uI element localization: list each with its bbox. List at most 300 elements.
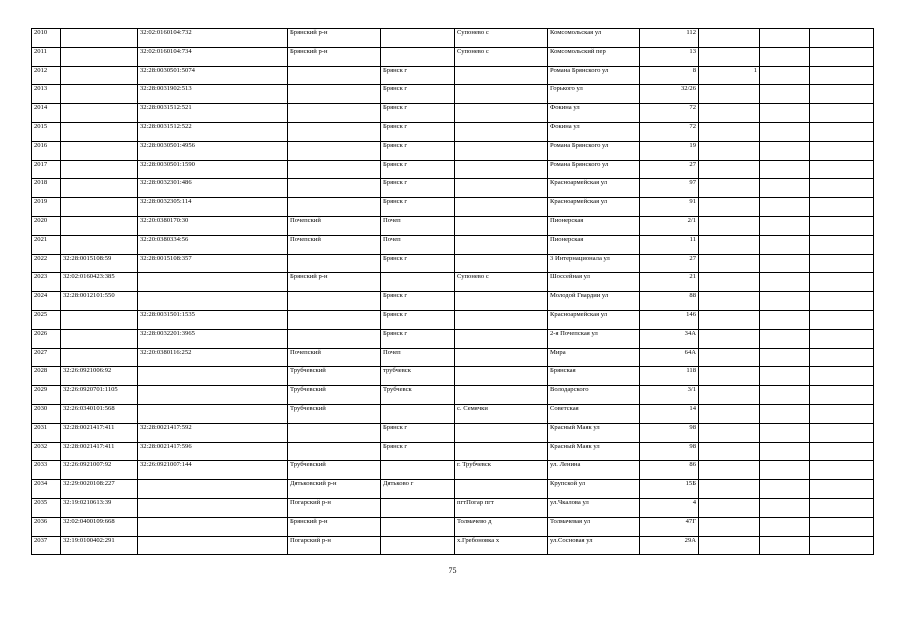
extra-cell xyxy=(760,47,810,66)
street-cell: Пионерская xyxy=(548,216,640,235)
street-cell: Красный Маяк ул xyxy=(548,423,640,442)
cadastral-number-alt-cell xyxy=(138,517,288,536)
district-cell xyxy=(288,66,381,85)
street-cell: Фокина ул xyxy=(548,104,640,123)
row-number-cell: 2026 xyxy=(32,329,61,348)
locality-cell xyxy=(455,310,548,329)
table-row xyxy=(32,386,874,405)
city-cell xyxy=(381,29,455,48)
district-cell xyxy=(288,122,381,141)
district-cell: Трубчевский xyxy=(288,386,381,405)
cadastral-number-alt-cell: 32:28:0030501:1590 xyxy=(138,160,288,179)
locality-cell: пгтПогар пгт xyxy=(455,498,548,517)
city-cell: Брянск г xyxy=(381,254,455,273)
table-row xyxy=(32,29,874,48)
extra-cell xyxy=(760,198,810,217)
table-row xyxy=(32,198,874,217)
note-cell xyxy=(810,536,874,555)
street-cell: Толмачевая ул xyxy=(548,517,640,536)
street-cell: Горького ул xyxy=(548,85,640,104)
house-cell: 98 xyxy=(640,423,699,442)
street-cell: Комсомольская ул xyxy=(548,29,640,48)
street-cell: Красноармейская ул xyxy=(548,310,640,329)
city-cell: Брянск г xyxy=(381,85,455,104)
cadastral-number-cell xyxy=(61,85,138,104)
house-cell: 13 xyxy=(640,47,699,66)
extra-cell xyxy=(760,273,810,292)
note-cell xyxy=(810,179,874,198)
locality-cell xyxy=(455,329,548,348)
building-cell xyxy=(699,423,760,442)
note-cell xyxy=(810,66,874,85)
cadastral-number-alt-cell: 32:28:0032305:114 xyxy=(138,198,288,217)
table-row xyxy=(32,104,874,123)
row-number-cell: 2025 xyxy=(32,310,61,329)
extra-cell xyxy=(760,517,810,536)
house-cell: 72 xyxy=(640,122,699,141)
locality-cell xyxy=(455,122,548,141)
row-number-cell: 2028 xyxy=(32,367,61,386)
locality-cell: Супонево с xyxy=(455,47,548,66)
house-cell: 8 xyxy=(640,66,699,85)
table-row xyxy=(32,235,874,254)
extra-cell xyxy=(760,104,810,123)
row-number-cell: 2035 xyxy=(32,498,61,517)
building-cell xyxy=(699,254,760,273)
building-cell xyxy=(699,292,760,311)
district-cell: Трубчевский xyxy=(288,461,381,480)
building-cell xyxy=(699,104,760,123)
cadastral-number-alt-cell: 32:28:0030501:4956 xyxy=(138,141,288,160)
district-cell xyxy=(288,198,381,217)
locality-cell xyxy=(455,292,548,311)
row-number-cell: 2016 xyxy=(32,141,61,160)
note-cell xyxy=(810,216,874,235)
street-cell: ул. Ленина xyxy=(548,461,640,480)
note-cell xyxy=(810,292,874,311)
note-cell xyxy=(810,273,874,292)
row-number-cell: 2036 xyxy=(32,517,61,536)
locality-cell xyxy=(455,386,548,405)
cadastral-number-alt-cell: 32:28:0015108:357 xyxy=(138,254,288,273)
note-cell xyxy=(810,329,874,348)
table-row xyxy=(32,85,874,104)
cadastral-number-cell: 32:26:0921007:92 xyxy=(61,461,138,480)
extra-cell xyxy=(760,235,810,254)
house-cell: 88 xyxy=(640,292,699,311)
note-cell xyxy=(810,442,874,461)
cadastral-number-alt-cell: 32:20:0380170:30 xyxy=(138,216,288,235)
building-cell xyxy=(699,498,760,517)
building-cell xyxy=(699,461,760,480)
cadastral-number-alt-cell: 32:28:0021417:596 xyxy=(138,442,288,461)
district-cell xyxy=(288,292,381,311)
city-cell xyxy=(381,47,455,66)
note-cell xyxy=(810,47,874,66)
row-number-cell: 2014 xyxy=(32,104,61,123)
row-number-cell: 2019 xyxy=(32,198,61,217)
street-cell: Володарского xyxy=(548,386,640,405)
locality-cell: г. Трубчевск xyxy=(455,461,548,480)
note-cell xyxy=(810,160,874,179)
building-cell xyxy=(699,329,760,348)
row-number-cell: 2030 xyxy=(32,404,61,423)
table-row xyxy=(32,122,874,141)
row-number-cell: 2032 xyxy=(32,442,61,461)
district-cell xyxy=(288,254,381,273)
building-cell xyxy=(699,198,760,217)
locality-cell xyxy=(455,235,548,254)
row-number-cell: 2027 xyxy=(32,348,61,367)
building-cell xyxy=(699,367,760,386)
district-cell: Погарский р-н xyxy=(288,536,381,555)
locality-cell xyxy=(455,254,548,273)
city-cell xyxy=(381,536,455,555)
row-number-cell: 2021 xyxy=(32,235,61,254)
extra-cell xyxy=(760,29,810,48)
cadastral-number-cell: 32:26:0340101:568 xyxy=(61,404,138,423)
note-cell xyxy=(810,85,874,104)
note-cell xyxy=(810,122,874,141)
cadastral-number-cell xyxy=(61,348,138,367)
city-cell: Брянск г xyxy=(381,310,455,329)
city-cell: Брянск г xyxy=(381,329,455,348)
locality-cell xyxy=(455,216,548,235)
extra-cell xyxy=(760,442,810,461)
building-cell xyxy=(699,216,760,235)
district-cell: Брянский р-н xyxy=(288,517,381,536)
house-cell: 15Б xyxy=(640,480,699,499)
cadastral-number-alt-cell xyxy=(138,404,288,423)
house-cell: 64А xyxy=(640,348,699,367)
row-number-cell: 2024 xyxy=(32,292,61,311)
cadastral-number-alt-cell xyxy=(138,536,288,555)
district-cell: Почепский xyxy=(288,348,381,367)
locality-cell xyxy=(455,160,548,179)
city-cell: Трубчевск xyxy=(381,386,455,405)
building-cell xyxy=(699,536,760,555)
building-cell xyxy=(699,85,760,104)
table-row xyxy=(32,480,874,499)
street-cell: Красноармейская ул xyxy=(548,179,640,198)
table-row xyxy=(32,47,874,66)
district-cell xyxy=(288,160,381,179)
cadastral-number-alt-cell: 32:20:0380334:56 xyxy=(138,235,288,254)
city-cell: Брянск г xyxy=(381,141,455,160)
cadastral-number-cell xyxy=(61,122,138,141)
building-cell xyxy=(699,47,760,66)
cadastral-number-cell xyxy=(61,310,138,329)
house-cell: 98 xyxy=(640,442,699,461)
cadastral-number-alt-cell: 32:28:0032301:486 xyxy=(138,179,288,198)
district-cell xyxy=(288,310,381,329)
note-cell xyxy=(810,29,874,48)
cadastral-number-alt-cell xyxy=(138,498,288,517)
table-row xyxy=(32,273,874,292)
building-cell: 1 xyxy=(699,66,760,85)
table-row xyxy=(32,310,874,329)
row-number-cell: 2022 xyxy=(32,254,61,273)
city-cell: Брянск г xyxy=(381,198,455,217)
city-cell: Почеп xyxy=(381,348,455,367)
district-cell xyxy=(288,442,381,461)
extra-cell xyxy=(760,329,810,348)
city-cell: Почеп xyxy=(381,216,455,235)
building-cell xyxy=(699,273,760,292)
cadastral-number-cell: 32:19:0100402:291 xyxy=(61,536,138,555)
row-number-cell: 2020 xyxy=(32,216,61,235)
note-cell xyxy=(810,517,874,536)
city-cell xyxy=(381,273,455,292)
district-cell xyxy=(288,329,381,348)
district-cell: Трубчевский xyxy=(288,367,381,386)
city-cell: трубчевск xyxy=(381,367,455,386)
row-number-cell: 2029 xyxy=(32,386,61,405)
table-row xyxy=(32,517,874,536)
street-cell: ул.Сосновая ул xyxy=(548,536,640,555)
house-cell: 4 xyxy=(640,498,699,517)
locality-cell xyxy=(455,104,548,123)
street-cell: Романа Брянского ул xyxy=(548,160,640,179)
building-cell xyxy=(699,235,760,254)
cadastral-number-cell xyxy=(61,29,138,48)
house-cell: 146 xyxy=(640,310,699,329)
street-cell: Советская xyxy=(548,404,640,423)
row-number-cell: 2033 xyxy=(32,461,61,480)
city-cell: Брянск г xyxy=(381,423,455,442)
note-cell xyxy=(810,141,874,160)
cadastral-number-cell: 32:28:0012101:550 xyxy=(61,292,138,311)
extra-cell xyxy=(760,179,810,198)
cadastral-number-alt-cell: 32:28:0032201:3965 xyxy=(138,329,288,348)
cadastral-number-alt-cell: 32:28:0021417:592 xyxy=(138,423,288,442)
house-cell: 27 xyxy=(640,160,699,179)
note-cell xyxy=(810,348,874,367)
locality-cell xyxy=(455,423,548,442)
cadastral-number-alt-cell: 32:02:0160104:732 xyxy=(138,29,288,48)
locality-cell: х.Гребоновка х xyxy=(455,536,548,555)
district-cell: Почепский xyxy=(288,235,381,254)
row-number-cell: 2013 xyxy=(32,85,61,104)
row-number-cell: 2018 xyxy=(32,179,61,198)
city-cell xyxy=(381,517,455,536)
row-number-cell: 2012 xyxy=(32,66,61,85)
extra-cell xyxy=(760,404,810,423)
street-cell: Молодой Гвардии ул xyxy=(548,292,640,311)
cadastral-number-alt-cell xyxy=(138,292,288,311)
city-cell: Брянск г xyxy=(381,122,455,141)
house-cell: 34А xyxy=(640,329,699,348)
cadastral-number-cell xyxy=(61,104,138,123)
extra-cell xyxy=(760,216,810,235)
note-cell xyxy=(810,386,874,405)
building-cell xyxy=(699,480,760,499)
extra-cell xyxy=(760,386,810,405)
district-cell xyxy=(288,104,381,123)
house-cell: 47Г xyxy=(640,517,699,536)
cadastral-number-alt-cell xyxy=(138,367,288,386)
row-number-cell: 2011 xyxy=(32,47,61,66)
locality-cell: Супонево с xyxy=(455,273,548,292)
note-cell xyxy=(810,461,874,480)
city-cell: Брянск г xyxy=(381,292,455,311)
street-cell: Пионерская xyxy=(548,235,640,254)
note-cell xyxy=(810,480,874,499)
row-number-cell: 2010 xyxy=(32,29,61,48)
district-cell: Почепский xyxy=(288,216,381,235)
table-row xyxy=(32,329,874,348)
note-cell xyxy=(810,310,874,329)
address-registry-table xyxy=(31,28,874,555)
locality-cell xyxy=(455,367,548,386)
cadastral-number-alt-cell xyxy=(138,480,288,499)
cadastral-number-cell xyxy=(61,235,138,254)
house-cell: 14 xyxy=(640,404,699,423)
cadastral-number-alt-cell: 32:02:0160104:734 xyxy=(138,47,288,66)
building-cell xyxy=(699,404,760,423)
cadastral-number-cell xyxy=(61,329,138,348)
house-cell: 118 xyxy=(640,367,699,386)
house-cell: 29А xyxy=(640,536,699,555)
house-cell: 97 xyxy=(640,179,699,198)
extra-cell xyxy=(760,348,810,367)
table-row xyxy=(32,254,874,273)
street-cell: 3 Интернационала ул xyxy=(548,254,640,273)
locality-cell: с. Семячки xyxy=(455,404,548,423)
table-row xyxy=(32,66,874,85)
house-cell: 3/1 xyxy=(640,386,699,405)
city-cell: Брянск г xyxy=(381,66,455,85)
house-cell: 32/26 xyxy=(640,85,699,104)
cadastral-number-alt-cell: 32:26:0921007:144 xyxy=(138,461,288,480)
house-cell: 91 xyxy=(640,198,699,217)
house-cell: 11 xyxy=(640,235,699,254)
row-number-cell: 2031 xyxy=(32,423,61,442)
house-cell: 19 xyxy=(640,141,699,160)
building-cell xyxy=(699,386,760,405)
building-cell xyxy=(699,141,760,160)
cadastral-number-cell xyxy=(61,160,138,179)
district-cell: Брянский р-н xyxy=(288,47,381,66)
cadastral-number-cell xyxy=(61,179,138,198)
extra-cell xyxy=(760,536,810,555)
table-row xyxy=(32,348,874,367)
cadastral-number-cell xyxy=(61,47,138,66)
street-cell: 2-я Почепская ул xyxy=(548,329,640,348)
cadastral-number-cell: 32:02:0400109:668 xyxy=(61,517,138,536)
locality-cell xyxy=(455,85,548,104)
extra-cell xyxy=(760,367,810,386)
table-row xyxy=(32,141,874,160)
district-cell xyxy=(288,423,381,442)
city-cell xyxy=(381,404,455,423)
table-row xyxy=(32,179,874,198)
note-cell xyxy=(810,254,874,273)
locality-cell: Толмачево д xyxy=(455,517,548,536)
building-cell xyxy=(699,160,760,179)
street-cell: Шоссейная ул xyxy=(548,273,640,292)
city-cell: Брянск г xyxy=(381,104,455,123)
street-cell: Фокина ул xyxy=(548,122,640,141)
table-row xyxy=(32,498,874,517)
locality-cell xyxy=(455,66,548,85)
city-cell: Брянск г xyxy=(381,442,455,461)
city-cell xyxy=(381,498,455,517)
extra-cell xyxy=(760,66,810,85)
district-cell: Брянский р-н xyxy=(288,273,381,292)
cadastral-number-alt-cell: 32:28:0031902:513 xyxy=(138,85,288,104)
cadastral-number-cell: 32:28:0015108:59 xyxy=(61,254,138,273)
district-cell xyxy=(288,179,381,198)
cadastral-number-cell xyxy=(61,198,138,217)
street-cell: Романа Брянского ул xyxy=(548,66,640,85)
building-cell xyxy=(699,517,760,536)
district-cell xyxy=(288,141,381,160)
cadastral-number-cell xyxy=(61,141,138,160)
building-cell xyxy=(699,179,760,198)
table-row xyxy=(32,160,874,179)
extra-cell xyxy=(760,310,810,329)
locality-cell xyxy=(455,141,548,160)
table-row xyxy=(32,461,874,480)
cadastral-number-alt-cell: 32:28:0031512:521 xyxy=(138,104,288,123)
cadastral-number-cell: 32:26:0920701:1105 xyxy=(61,386,138,405)
cadastral-number-cell: 32:28:0021417:411 xyxy=(61,423,138,442)
building-cell xyxy=(699,442,760,461)
city-cell xyxy=(381,461,455,480)
table-row xyxy=(32,216,874,235)
house-cell: 2/1 xyxy=(640,216,699,235)
street-cell: ул.Чкалова ул xyxy=(548,498,640,517)
note-cell xyxy=(810,198,874,217)
cadastral-number-cell: 32:28:0021417:411 xyxy=(61,442,138,461)
street-cell: Романа Брянского ул xyxy=(548,141,640,160)
house-cell: 27 xyxy=(640,254,699,273)
locality-cell xyxy=(455,480,548,499)
house-cell: 72 xyxy=(640,104,699,123)
building-cell xyxy=(699,348,760,367)
row-number-cell: 2015 xyxy=(32,122,61,141)
row-number-cell: 2017 xyxy=(32,160,61,179)
extra-cell xyxy=(760,141,810,160)
cadastral-number-cell: 32:26:0921006:92 xyxy=(61,367,138,386)
note-cell xyxy=(810,367,874,386)
table-row xyxy=(32,536,874,555)
cadastral-number-cell: 32:19:0210613:39 xyxy=(61,498,138,517)
cadastral-number-alt-cell xyxy=(138,273,288,292)
extra-cell xyxy=(760,423,810,442)
table-row xyxy=(32,292,874,311)
locality-cell xyxy=(455,179,548,198)
note-cell xyxy=(810,423,874,442)
extra-cell xyxy=(760,254,810,273)
locality-cell xyxy=(455,348,548,367)
extra-cell xyxy=(760,498,810,517)
note-cell xyxy=(810,404,874,423)
city-cell: Брянск г xyxy=(381,179,455,198)
table-row xyxy=(32,404,874,423)
extra-cell xyxy=(760,292,810,311)
cadastral-number-alt-cell: 32:20:0380116:252 xyxy=(138,348,288,367)
district-cell: Брянский р-н xyxy=(288,29,381,48)
locality-cell xyxy=(455,442,548,461)
cadastral-number-cell: 32:02:0160423:385 xyxy=(61,273,138,292)
district-cell: Трубчевский xyxy=(288,404,381,423)
city-cell: Почеп xyxy=(381,235,455,254)
extra-cell xyxy=(760,461,810,480)
house-cell: 21 xyxy=(640,273,699,292)
cadastral-number-alt-cell: 32:28:0031512:522 xyxy=(138,122,288,141)
